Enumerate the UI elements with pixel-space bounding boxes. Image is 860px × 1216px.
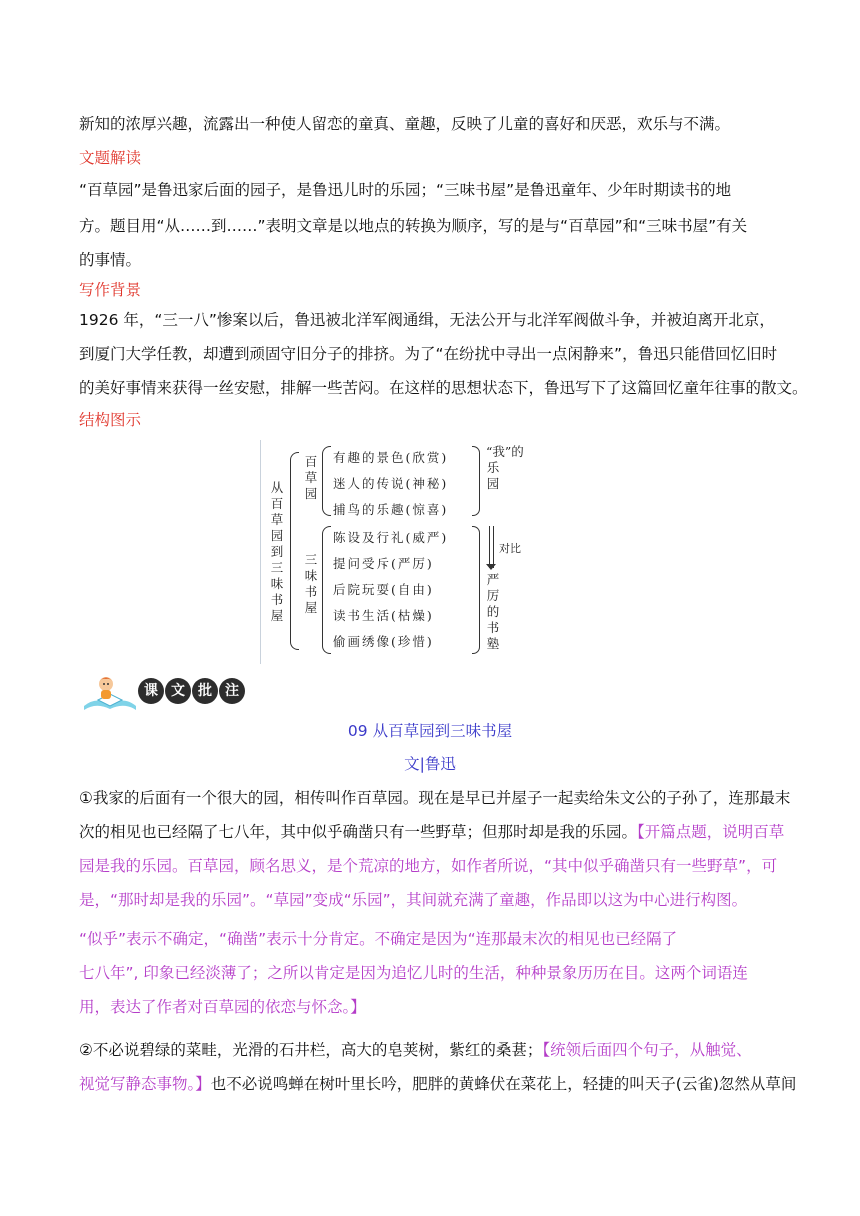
text-run: 也不必说鸣蝉在树叶里长吟，肥胖的黄蜂伏在菜花上，轻捷的叫天子(云雀)忽然从草间 [210, 1075, 797, 1093]
group2-brace [322, 526, 331, 654]
banner-char: 批 [192, 678, 218, 704]
group1-brace [322, 446, 331, 516]
annotation-line: 是，“那时却是我的乐园”。“草园”变成“乐园”，其间就充满了童趣，作品即以这为中心进行构图。 [79, 891, 748, 909]
banner-char: 课 [138, 678, 164, 704]
diagram-root-label: 从百草园到三味书屋 [270, 480, 284, 623]
text-run: 次的相见也已经隔了七八年，其中似乎确凿只有一些野草；但那时却是我的乐园。 [79, 823, 638, 841]
annotation-text: 视觉写静态事物。】 [79, 1075, 211, 1093]
group2-right-brace [472, 526, 480, 654]
group-label-sanwei: 三味书屋 [304, 552, 318, 615]
paragraph-line: 方。题目用“从……到……”表明文章是以地点的转换为顺序，写的是与“百草园”和“三味书屋”有关 [79, 217, 748, 235]
paragraph-line [79, 1074, 797, 1094]
section-heading-title-interpretation: 文题解读 [79, 149, 142, 167]
reading-child-icon [80, 672, 138, 712]
annotation-line: 园是我的乐园。百草园，顾名思义，是个荒凉的地方，如作者所说，“其中似乎确凿只有一些野草”，可 [79, 857, 778, 875]
paragraph-line [79, 822, 785, 842]
paragraph-line: 到厦门大学任教，却遭到顽固守旧分子的排挤。为了“在纷扰中寻出一点闲静来”，鲁迅只能借回忆旧时 [79, 345, 778, 363]
paragraph-line: 的美好事情来获得一丝安慰，排解一些苦闷。在这样的思想状态下，鲁迅写下了这篇回忆童年往事的散文。 [79, 379, 808, 397]
banner-char: 注 [219, 678, 245, 704]
diagram-item: 陈设及行礼(威严) [333, 530, 449, 545]
paragraph-line [79, 1040, 785, 1060]
paragraph-line: ①我家的后面有一个很大的园，相传叫作百草园。现在是早已并屋子一起卖给朱文公的子孙了，连那最末 [79, 789, 791, 807]
diagram-item: 提问受斥(严厉) [333, 556, 434, 571]
arrow-head-icon [486, 564, 496, 570]
diagram-item: 迷人的传说(神秘) [333, 476, 449, 491]
contrast-label: 对比 [499, 542, 521, 555]
intro-text: 新知的浓厚兴趣，流露出一种使人留恋的童真、童趣，反映了儿童的喜好和厌恶，欢乐与不满。 [79, 115, 731, 133]
diagram-item: 捕鸟的乐趣(惊喜) [333, 502, 449, 517]
contrast-arrow [489, 526, 494, 568]
annotation-text: 【开篇点题，说明百草 [637, 823, 785, 841]
paragraph-line: 1926 年，“三一八”惨案以后，鲁迅被北洋军阀通缉，无法公开与北洋军阀做斗争，并被迫离开北京， [79, 311, 775, 329]
annotation-text: 【统领后面四个句子，从触觉、 [542, 1041, 752, 1059]
diagram-item: 读书生活(枯燥) [333, 608, 434, 623]
group1-right-brace [472, 446, 480, 516]
structure-diagram [260, 440, 528, 664]
annotation-line: “似乎”表示不确定，“确凿”表示十分肯定。不确定是因为“连那最末次的相见也已经隔了 [79, 930, 678, 948]
diagram-item: 后院玩耍(自由) [333, 582, 434, 597]
banner-char: 文 [165, 678, 191, 704]
group2-summary: 严厉的书塾 [486, 572, 500, 651]
paragraph-line: “百草园”是鲁迅家后面的园子，是鲁迅儿时的乐园；“三味书屋”是鲁迅童年、少年时期读书的地 [79, 181, 732, 199]
article-author: 文|鲁迅 [404, 755, 456, 773]
diagram-item: 有趣的景色(欣赏) [333, 450, 449, 465]
annotation-line: 用，表达了作者对百草园的依恋与怀念。】 [79, 998, 366, 1016]
text-run: ②不必说碧绿的菜畦，光滑的石井栏，高大的皂荚树，紫红的桑葚； [79, 1041, 543, 1059]
section-heading-structure: 结构图示 [79, 411, 142, 429]
group1-summary: “我”的乐园 [486, 444, 524, 491]
annotation-banner [80, 672, 250, 712]
annotation-line: 七八年”, 印象已经淡薄了；之所以肯定是因为追忆儿时的生活，种种景象历历在目。这两个词语连 [79, 964, 748, 982]
paragraph-line: 的事情。 [79, 251, 142, 269]
root-brace [290, 452, 299, 650]
section-heading-background: 写作背景 [79, 281, 142, 299]
diagram-item: 偷画绣像(珍惜) [333, 634, 434, 649]
group-label-baicaoyuan: 百草园 [304, 454, 318, 501]
article-title: 09 从百草园到三味书屋 [347, 722, 513, 740]
